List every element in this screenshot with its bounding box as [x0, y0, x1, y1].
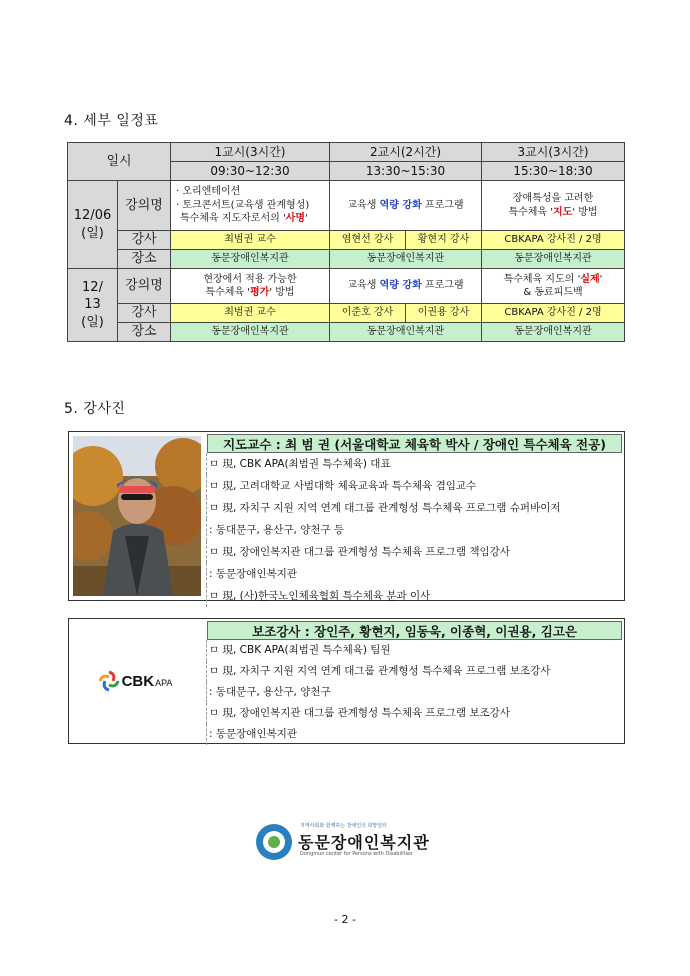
day2-p3-line1: [484, 273, 622, 287]
assistant-info: [205, 619, 624, 743]
lead-line-1: ㅁ 現, CBK APA(최범권 특수체육) 대표: [206, 453, 624, 475]
lead-instructor-info: [205, 432, 624, 600]
day1-place-p2: 동문장애인복지관: [330, 250, 482, 269]
day2-weekday: (일): [81, 314, 104, 330]
day2-p3-line1-post: ': [599, 273, 603, 285]
day1-p1-line1: · 오리엔테이션: [176, 186, 241, 198]
day2-instructor-p3: CBKAPA 강사진 / 2명: [482, 304, 625, 323]
day2-p1-line2: [173, 286, 327, 300]
day2-p3-line2: & 동료피드백: [523, 287, 583, 298]
header-period-1: 1교시(3시간): [171, 143, 330, 162]
lead-line-6: : 동문장애인복지관: [206, 563, 624, 585]
day2-p3-line1-pre: 특수체육 지도의 ': [503, 273, 581, 285]
section-4-heading: 4. 세부 일정표: [64, 113, 159, 129]
lead-line-5: ㅁ 現, 장애인복지관 대그룹 관계형성 특수체육 프로그램 책임강사: [206, 541, 624, 563]
day2-instructor-p1: 최범권 교수: [171, 304, 330, 323]
day1-instructor-p2a: 염현선 강사: [330, 231, 406, 250]
day2-p3-emphasis: 실제: [580, 273, 600, 285]
day1-place-p1: 동문장애인복지관: [171, 250, 330, 269]
day1-p1-line3-pre: 특수체육 지도자로서의 ': [180, 213, 286, 225]
day1-p1-emphasis: 사명: [285, 213, 306, 225]
header-period-2: 2교시(2시간): [330, 143, 482, 162]
day1-p1-line3-post: ': [305, 213, 308, 225]
day2-lecture-p2: [330, 269, 482, 304]
lead-instructor-box: [68, 431, 625, 601]
day1-p3-emphasis: 지도: [553, 206, 573, 218]
cbk-logo-sub: APA: [155, 678, 173, 688]
org-emblem-icon: [254, 822, 294, 862]
day1-place-label: 장소: [118, 250, 171, 269]
cbk-apa-logo: [69, 619, 201, 743]
header-period-3: 3교시(3시간): [482, 143, 625, 162]
day2-p1-line2-post: ' 방법: [269, 287, 295, 298]
day2-place-p3: 동문장애인복지관: [482, 323, 625, 342]
day2-instructor-label: 강사: [118, 304, 171, 323]
day2-place-p2: 동문장애인복지관: [330, 323, 482, 342]
day1-place-p3: 동문장애인복지관: [482, 250, 625, 269]
cbk-logo-main: CBK: [121, 672, 155, 690]
day2-p2-emphasis: 역량 강화: [379, 280, 422, 292]
day2-date: [68, 269, 118, 342]
day1-weekday: (일): [81, 225, 104, 241]
instructor-photo-image: [73, 436, 201, 596]
day2-date-b: 13: [84, 297, 101, 313]
day1-lecture-p2: [330, 181, 482, 231]
instructor-photo: [73, 436, 201, 596]
day2-place-label: 장소: [118, 323, 171, 342]
day2-p1-line2-pre: 특수체육 ': [205, 287, 250, 298]
day1-date-text: 12/06: [73, 207, 112, 223]
org-name: 동문장애인복지관: [298, 833, 430, 852]
day2-p1-line1: 현장에서 적용 가능한: [203, 273, 297, 285]
assistant-title: 보조강사 : 장인주, 황현지, 임동욱, 이종혁, 이권용, 김고은: [207, 621, 622, 640]
day1-date: [68, 181, 118, 269]
day1-instructor-label: 강사: [118, 231, 171, 250]
day2-place-p1: 동문장애인복지관: [171, 323, 330, 342]
day2-lecture-p1: [171, 269, 330, 304]
day1-p3-line2-post: ' 방법: [572, 206, 598, 218]
assistant-line-3: : 동대문구, 용산구, 양천구: [206, 682, 624, 703]
page-number: - 2 -: [334, 913, 356, 926]
day1-p1-line3: [176, 212, 327, 226]
day1-instructor-p2b: 황현지 강사: [406, 231, 482, 250]
day1-lecture-p3: [482, 181, 625, 231]
org-tagline: 지역사회와 함께하는 장애인의 희망일터: [300, 823, 387, 829]
header-time-1: 09:30~12:30: [171, 162, 330, 181]
org-logo: [254, 822, 444, 864]
header-time-2: 13:30~15:30: [330, 162, 482, 181]
day1-instructor-p1: 최범권 교수: [171, 231, 330, 250]
day1-p2-post: 프로그램: [421, 199, 464, 211]
day2-date-a: 12/: [82, 279, 103, 295]
lead-line-2: ㅁ 現, 고려대학교 사범대학 체육교육과 특수체육 겸임교수: [206, 475, 624, 497]
day1-p3-line2-pre: 특수체육 ': [508, 206, 554, 218]
org-english: Dongmun center for Persons with Disabilities: [300, 851, 413, 857]
schedule-table: [67, 142, 625, 342]
day2-p2-post: 프로그램: [421, 280, 464, 292]
day2-p1-emphasis: 평가: [250, 287, 270, 298]
assistant-instructors-box: [68, 618, 625, 744]
assistant-line-5: : 동문장애인복지관: [206, 724, 624, 745]
day1-lecture-label: 강의명: [118, 181, 171, 231]
lead-line-7: ㅁ 現, (사)한국노인체육협회 특수체육 분과 이사: [206, 585, 624, 607]
day2-instructor-p2b: 이권용 강사: [406, 304, 482, 323]
day1-instructor-p3: CBKAPA 강사진 / 2명: [482, 231, 625, 250]
day2-instructor-p2a: 이준호 강사: [330, 304, 406, 323]
day2-lecture-label: 강의명: [118, 269, 171, 304]
lead-line-4: : 동대문구, 용산구, 양천구 등: [206, 519, 624, 541]
assistant-line-4: ㅁ 現, 장애인복지관 대그룹 관계형성 특수체육 프로그램 보조강사: [206, 703, 624, 724]
assistant-line-2: ㅁ 現, 자치구 지원 지역 연계 대그룹 관계형성 특수체육 프로그램 보조강사: [206, 661, 624, 682]
day1-p2-pre: 교육생: [347, 199, 380, 211]
day1-p1-line2: · 토크콘서트(교육생 관계형성): [176, 199, 310, 211]
header-datetime: 일시: [68, 143, 171, 181]
day1-lecture-p1: [171, 181, 330, 231]
section-5-heading: 5. 강사진: [64, 401, 126, 417]
day1-p3-line1: 장애특성을 고려한: [512, 193, 594, 204]
day2-lecture-p3: [482, 269, 625, 304]
cbk-swirl-icon: [98, 670, 120, 692]
assistant-line-1: ㅁ 現, CBK APA(최범권 특수체육) 팀원: [206, 640, 624, 661]
lead-instructor-title: 지도교수 : 최 범 권 (서울대학교 체육학 박사 / 장애인 특수체육 전공): [207, 434, 622, 453]
day1-p2-emphasis: 역량 강화: [379, 199, 422, 211]
header-time-3: 15:30~18:30: [482, 162, 625, 181]
day1-p3-line2: [484, 206, 622, 220]
lead-line-3: ㅁ 現, 자치구 지원 지역 연계 대그룹 관계형성 특수체육 프로그램 슈퍼바이저: [206, 497, 624, 519]
day2-p2-pre: 교육생: [347, 280, 380, 292]
